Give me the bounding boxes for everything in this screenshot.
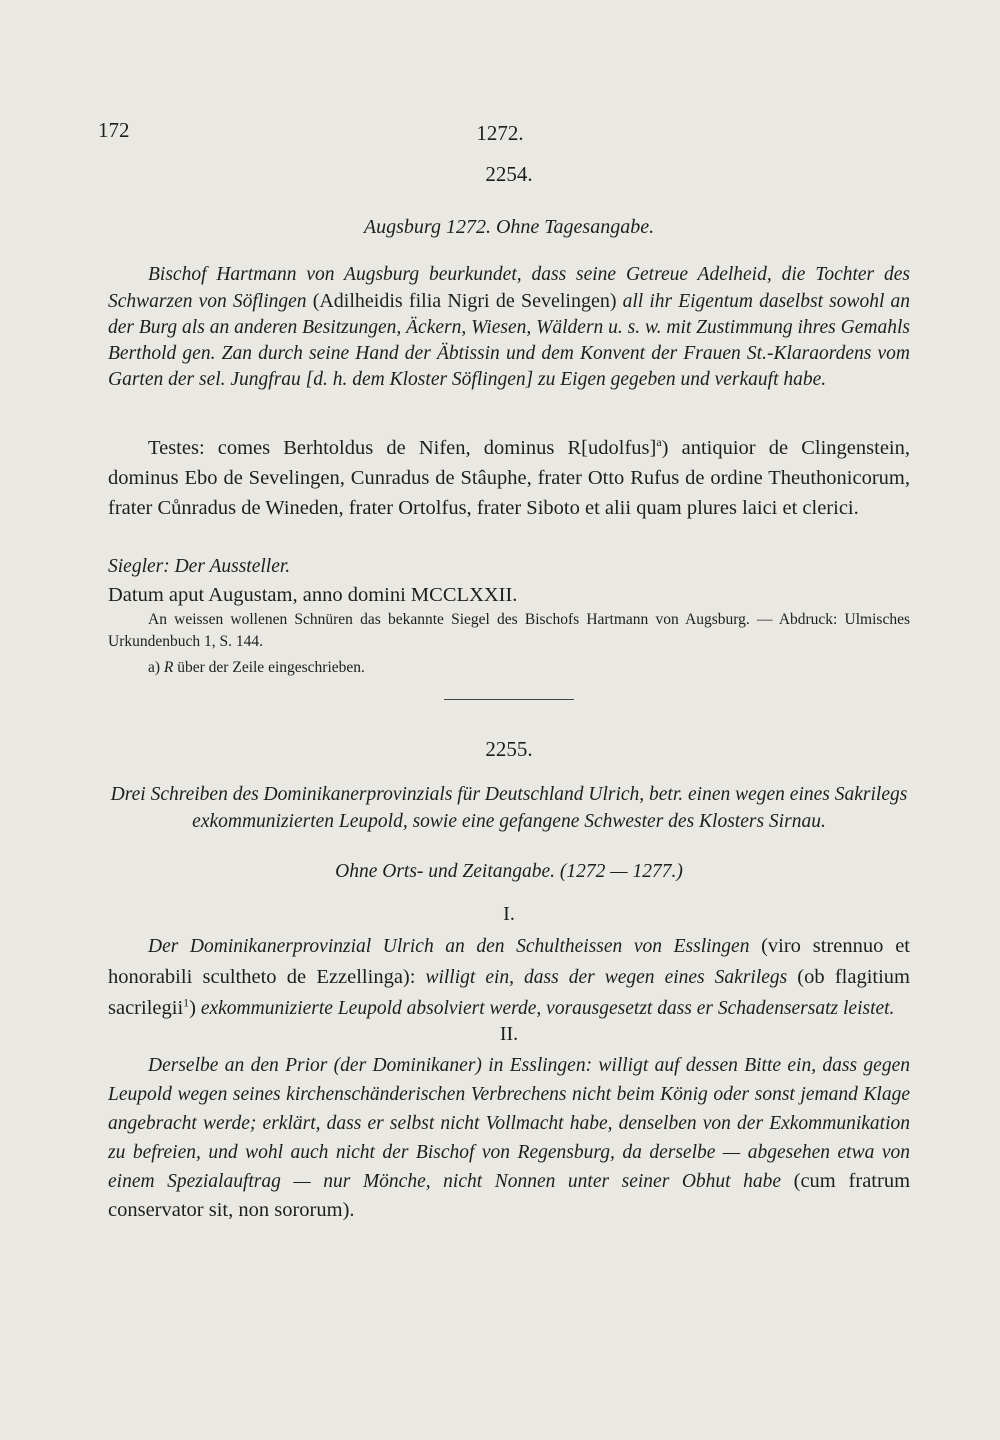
section-1-latin-a: (viro strennuo et honorabili scultheto de Ezzellinga):: [108, 935, 910, 988]
testes-text-1: Testes: comes Berhtoldus de Nifen, dominus R[udolfus]: [148, 437, 657, 459]
section-2-paragraph: [108, 1051, 910, 1225]
document-number-2254: 2254.: [485, 162, 533, 186]
section-1-latin-b: (ob flagitium sacrilegii: [108, 966, 910, 1019]
regest-paragraph: [108, 262, 910, 393]
section-2-text: [108, 1051, 910, 1225]
document-number-2255: 2255.: [485, 737, 533, 761]
regest-text-2: all ihr Eigentum daselbst sowohl an der Burg als an anderen Besitzungen, Äckern, Wiesen, Wäldern u. s. w. mit Zustimmung ihres Gemahls Berthold gen. Zan durch seine Hand der Äbtissin und dem Konvent der Frauen St.-Klaraordens vom Garten der sel. Jungfrau [d. h. dem Kloster Söflingen] zu Eigen gegeben und verkauft habe.: [108, 291, 910, 390]
section-2-latin: (cum fratrum conservator sit, non sororum).: [108, 1170, 911, 1221]
section-1-latin-b-close: ): [189, 997, 196, 1019]
section-1-text-a: Der Dominikanerprovinzial Ulrich an den Schultheissen von Esslingen: [148, 936, 750, 957]
document-title-2255: Drei Schreiben des Dominikanerprovinzials für Deutschland Ulrich, betr. einen wegen eines Sakrilegs exkommunizierten Leupold, sowie eine gefangene Schwester des Klosters Sirnau.: [110, 784, 908, 832]
running-head-year: 1272.: [476, 121, 524, 145]
datum-2254: [108, 580, 910, 610]
testes-2254: [108, 433, 910, 523]
section-1-text-c: exkommunizierte Leupold absolviert werde, vorausgesetzt dass er Schadensersatz leistet.: [200, 998, 895, 1019]
section-1-paragraph: [108, 931, 910, 1024]
footnote-a-text: über der Zeile eingeschrieben.: [177, 659, 365, 676]
footnote-a-letter: R: [163, 659, 174, 676]
title-2255: [108, 781, 910, 835]
regest-text-1: Bischof Hartmann von Augsburg beurkundet, dass seine Getreue Adelheid, die Tochter des Schwarzen von Söflingen: [108, 264, 910, 312]
seal-note: An weissen wollenen Schnüren das bekannte Siegel des Bischofs Hartmann von Augsburg. — Abdruck: Ulmisches Urkundenbuch 1, S. 144.: [108, 611, 910, 650]
datum-line: Datum aput Augustam, anno domini MCCLXXII.: [108, 584, 518, 606]
page-number: 172: [98, 118, 130, 142]
section-1-text-b: willigt ein, dass der wegen eines Sakrilegs: [425, 967, 788, 988]
section-1-text: [108, 931, 910, 1024]
section-numeral-2: II.: [499, 1023, 519, 1045]
section-2-text-a: Derselbe an den Prior (der Dominikaner) in Esslingen: willigt auf dessen Bitte ein, dass gegen Leupold wegen seines kirchenschänderischen Verbrechens nicht beim König oder sonst jemand Klage angebracht werde; erklärt, dass er selbst nicht Vollmacht habe, denselben von der Exkommunikation zu befreien, und wohl auch nicht der Bischof von Regensburg, da derselbe — abgesehen etwa von einem Spezialauftrag — nur Mönche, nicht Nonnen unter seiner Obhut habe: [108, 1055, 910, 1192]
siegler-line: Siegler: Der Aussteller.: [108, 556, 291, 577]
section-divider: [444, 699, 574, 700]
seal-note-2254: [108, 609, 910, 653]
footnote-a: [108, 657, 910, 679]
footnote-marker-1: 1: [183, 995, 190, 1010]
regest-2254: [108, 262, 910, 393]
place-date-2254: Augsburg 1272. Ohne Tagesangabe.: [363, 216, 655, 238]
siegler-2254: [108, 552, 910, 582]
footnote-a-label: a): [148, 659, 161, 676]
section-numeral-1: I.: [503, 903, 515, 925]
footnote-a-line: [148, 657, 910, 679]
place-date-2255: Ohne Orts- und Zeitangabe. (1272 — 1277.): [335, 861, 683, 882]
footnote-marker-a: a: [656, 435, 662, 450]
regest-latin-quote: (Adilheidis filia Nigri de Sevelingen): [312, 290, 617, 312]
testes-text-2: ) antiquior de Clingenstein, dominus Ebo de Sevelingen, Cunradus de Stâuphe, frater Otto Rufus de ordine Theuthonicorum, frater Cůnradus de Wineden, frater Ortolfus, frater Siboto et alii quam plures laici et clerici.: [108, 437, 910, 519]
testes-paragraph: [108, 433, 910, 523]
